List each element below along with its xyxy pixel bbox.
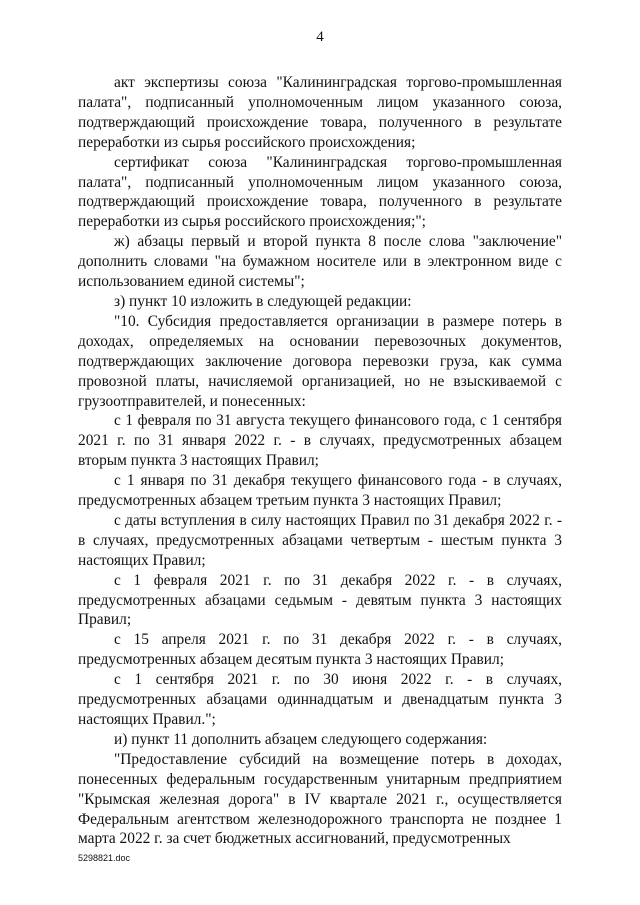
document-body xyxy=(78,73,562,849)
paragraph-period-2: с 1 января по 31 декабря текущего финансового года - в случаях, предусмотренных абзацем третьим пункта 3 настоящих Правил; xyxy=(78,472,562,510)
paragraph-item-i: и) пункт 11 дополнить абзацем следующего содержания: xyxy=(114,730,488,748)
paragraph-period-6: с 1 сентября 2021 г. по 30 июня 2022 г. - в случаях, предусмотренных абзацами одиннадцатым и двенадцатым пункта 3 настоящих Правил."; xyxy=(78,671,562,728)
paragraph-certificate: сертификат союза "Калининградская торгово-промышленная палата", подписанный уполномоченным лицом указанного союза, подтверждающий происхождение товара, полученного в результате переработки из сырья российского происхождения;"; xyxy=(78,153,562,231)
paragraph-subsidy-crimea: "Предоставление субсидий на возмещение потерь в доходах, понесенных федеральным государственным унитарным предприятием "Крымская железная дорога" в IV квартале 2021 г., осуществляется Федеральным агентством железнодорожного транспорта не позднее 1 марта 2022 г. за счет бюджетных ассигнований, предусмотренных xyxy=(78,750,562,848)
paragraph-point-10: "10. Субсидия предоставляется организации в размере потерь в доходах, определяемых на основании перевозочных документов, подтверждающих заключение договора перевозки груза, как сумма провозной платы, начисляемой организацией, но не взыскиваемой с грузоотправителей, и понесенных: xyxy=(78,312,562,410)
paragraph-period-5: с 15 апреля 2021 г. по 31 декабря 2022 г. - в случаях, предусмотренных абзацем десятым пункта 3 настоящих Правил; xyxy=(78,631,562,669)
paragraph-period-1: с 1 февраля по 31 августа текущего финансового года, с 1 сентября 2021 г. по 31 января 2022 г. - в случаях, предусмотренных абзацем вторым пункта 3 настоящих Правил; xyxy=(78,412,562,470)
paragraph-period-4: с 1 февраля 2021 г. по 31 декабря 2022 г. - в случаях, предусмотренных абзацами седьмым - девятым пункта 3 настоящих Правил; xyxy=(78,571,562,629)
page-number: 4 xyxy=(316,29,324,45)
footer-filename: 5298821.doc xyxy=(78,853,131,863)
paragraph-item-zh: ж) абзацы первый и второй пункта 8 после слова "заключение" дополнить словами "на бумажном носителе или в электронном виде с использованием единой системы"; xyxy=(78,233,562,291)
paragraph-item-z: з) пункт 10 изложить в следующей редакции: xyxy=(114,292,412,310)
paragraph-period-3: с даты вступления в силу настоящих Правил по 31 декабря 2022 г. - в случаях, предусмотренных абзацами четвертым - шестым пункта 3 настоящих Правил; xyxy=(78,511,562,569)
paragraph-act-expertise: акт экспертизы союза "Калининградская торгово-промышленная палата", подписанный уполномоченным лицом указанного союза, подтверждающий происхождение товара, полученного в результате переработки из сырья российского происхождения; xyxy=(78,74,562,151)
